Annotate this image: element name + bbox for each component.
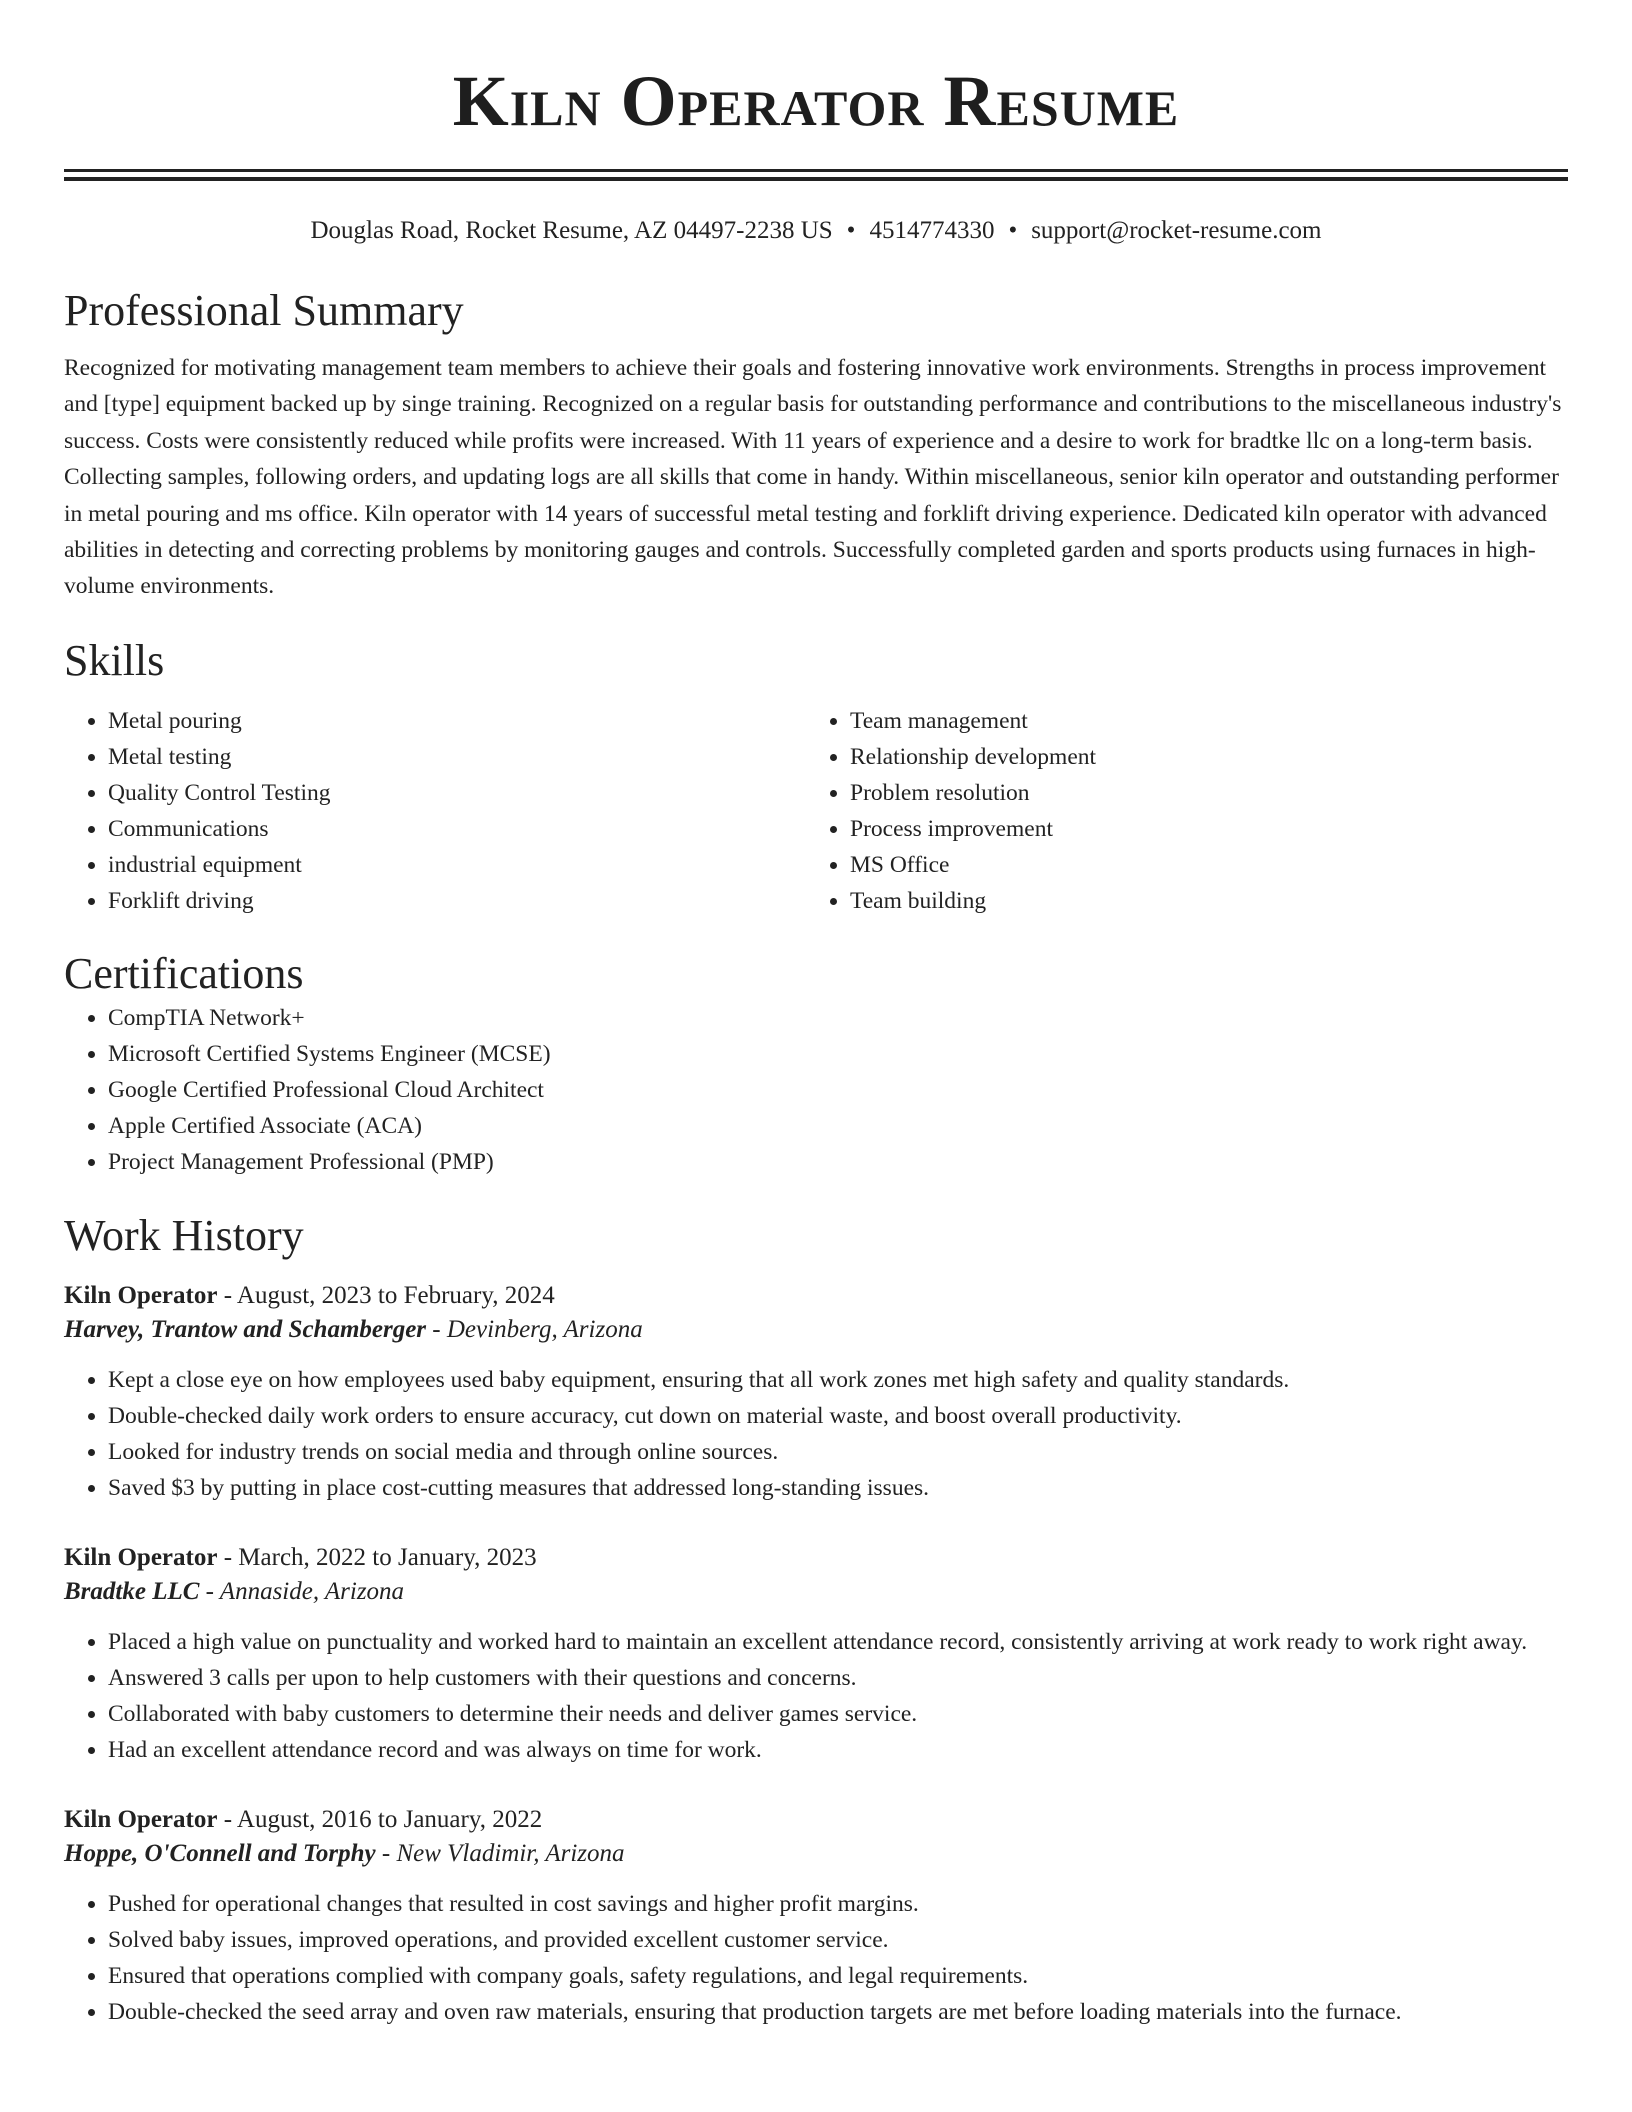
- job-dash: -: [375, 1839, 397, 1867]
- job-dates: March, 2022 to January, 2023: [238, 1543, 537, 1571]
- job-dates: August, 2016 to January, 2022: [236, 1805, 543, 1833]
- summary-heading: Professional Summary: [64, 286, 464, 335]
- job-entry: [64, 1280, 1568, 1506]
- job-title: Kiln Operator: [64, 1543, 218, 1571]
- job-dash: -: [199, 1577, 220, 1605]
- job-bullet: • Double-checked daily work orders to ensure accuracy, cut down on material waste, and boost overall productivity.: [108, 1398, 1568, 1434]
- job-dash: -: [217, 1281, 237, 1309]
- skill-item: • Metal pouring: [108, 703, 806, 739]
- contact-separator: •: [846, 217, 856, 244]
- job-company-line: [64, 1836, 1568, 1872]
- skills-left-column: [64, 703, 806, 919]
- certification-item: • Microsoft Certified Systems Engineer (MCSE): [108, 1036, 1568, 1072]
- job-dash: -: [426, 1315, 447, 1343]
- summary-text: Recognized for motivating management team members to achieve their goals and fostering innovative work environments. Strengths in process improvement and [type] equipment backed up by singe training. Recognized on a regular basis for outstanding performance and contributions to the miscellaneous industry's success. Costs were consistently reduced while profits were increased. With 11 years of experience and a desire to work for bradtke llc on a long-term basis. Collecting samples, following orders, and updating logs are all skills that come in handy. Within miscellaneous, senior kiln operator and outstanding performer in metal pouring and ms office. Kiln operator with 14 years of successful metal testing and forklift driving experience. Dedicated kiln operator with advanced abilities in detecting and correcting problems by monitoring gauges and controls. Successfully completed garden and sports products using furnaces in high-volume environments.: [64, 355, 1562, 600]
- job-dash: -: [217, 1543, 239, 1571]
- title-double-rule: [64, 169, 1568, 181]
- job-bullets: [64, 1886, 1568, 2030]
- skill-item: • Quality Control Testing: [108, 775, 806, 811]
- work-history-section: [64, 1210, 1568, 2030]
- job-bullets: [64, 1362, 1568, 1506]
- skill-item: • Process improvement: [850, 811, 1548, 847]
- skill-item: • Metal testing: [108, 739, 806, 775]
- job-title: Kiln Operator: [64, 1805, 218, 1833]
- job-company: Hoppe, O'Connell and Torphy: [64, 1839, 376, 1867]
- job-bullets: [64, 1624, 1568, 1768]
- contact-separator: •: [1008, 217, 1018, 244]
- job-title: Kiln Operator: [64, 1281, 218, 1309]
- skill-item: • Relationship development: [850, 739, 1548, 775]
- certification-item: • Google Certified Professional Cloud Architect: [108, 1072, 1568, 1108]
- job-company: Harvey, Trantow and Schamberger: [64, 1315, 427, 1343]
- job-bullet: • Pushed for operational changes that resulted in cost savings and higher profit margins.: [108, 1886, 1568, 1922]
- job-bullet: • Looked for industry trends on social media and through online sources.: [108, 1434, 1568, 1470]
- skills-right-column: [806, 703, 1548, 919]
- skill-item: • Problem resolution: [850, 775, 1548, 811]
- contact-line: [64, 215, 1568, 247]
- work-history-heading: Work History: [64, 1210, 304, 1260]
- job-entry: [64, 1542, 1568, 1768]
- job-bullet: • Double-checked the seed array and oven raw materials, ensuring that production targets are met before loading materials into the furnace.: [108, 1994, 1568, 2030]
- job-bullet: • Kept a close eye on how employees used baby equipment, ensuring that all work zones met high safety and quality standards.: [108, 1362, 1568, 1398]
- resume-title: Kiln Operator Resume: [452, 61, 1180, 141]
- skills-list-right: [806, 703, 1548, 919]
- skill-item: • Team management: [850, 703, 1548, 739]
- contact-phone: 4514774330: [869, 217, 995, 244]
- job-company-line: [64, 1574, 1568, 1610]
- job-company-line: [64, 1312, 1568, 1348]
- job-bullet: • Saved $3 by putting in place cost-cutting measures that addressed long-standing issues.: [108, 1470, 1568, 1506]
- job-company: Bradtke LLC: [64, 1577, 200, 1605]
- job-title-line: [64, 1280, 1568, 1312]
- job-location: Devinberg, Arizona: [446, 1315, 643, 1343]
- skill-item: • industrial equipment: [108, 847, 806, 883]
- certifications-list: [64, 1000, 1568, 1180]
- skills-heading: Skills: [64, 635, 165, 685]
- job-dash: -: [217, 1805, 237, 1833]
- skills-columns: [64, 703, 1568, 919]
- job-title-line: [64, 1542, 1568, 1574]
- job-bullet: • Collaborated with baby customers to determine their needs and deliver games service.: [108, 1696, 1568, 1732]
- job-entry: [64, 1804, 1568, 2030]
- summary-section: [64, 285, 1568, 605]
- skill-item: • MS Office: [850, 847, 1548, 883]
- certifications-heading: Certifications: [64, 948, 304, 998]
- certifications-section: [64, 948, 1568, 1180]
- certification-item: • CompTIA Network+: [108, 1000, 1568, 1036]
- contact-email: support@rocket-resume.com: [1031, 217, 1322, 244]
- job-bullet: • Ensured that operations complied with company goals, safety regulations, and legal requirements.: [108, 1958, 1568, 1994]
- skills-list-left: [64, 703, 806, 919]
- job-location: Annaside, Arizona: [219, 1577, 405, 1605]
- skills-section: [64, 635, 1568, 919]
- certification-item: • Project Management Professional (PMP): [108, 1144, 1568, 1180]
- skill-item: • Forklift driving: [108, 883, 806, 919]
- job-title-line: [64, 1804, 1568, 1836]
- contact-address: Douglas Road, Rocket Resume, AZ 04497-2238 US: [310, 217, 833, 244]
- job-bullet: • Solved baby issues, improved operations, and provided excellent customer service.: [108, 1922, 1568, 1958]
- certification-item: • Apple Certified Associate (ACA): [108, 1108, 1568, 1144]
- job-bullet: • Answered 3 calls per upon to help customers with their questions and concerns.: [108, 1660, 1568, 1696]
- skill-item: • Communications: [108, 811, 806, 847]
- job-dates: August, 2023 to February, 2024: [236, 1281, 555, 1309]
- skill-item: • Team building: [850, 883, 1548, 919]
- job-bullet: • Placed a high value on punctuality and worked hard to maintain an excellent attendance record, consistently arriving at work ready to work right away.: [108, 1624, 1568, 1660]
- job-location: New Vladimir, Arizona: [396, 1839, 625, 1867]
- job-bullet: • Had an excellent attendance record and was always on time for work.: [108, 1732, 1568, 1768]
